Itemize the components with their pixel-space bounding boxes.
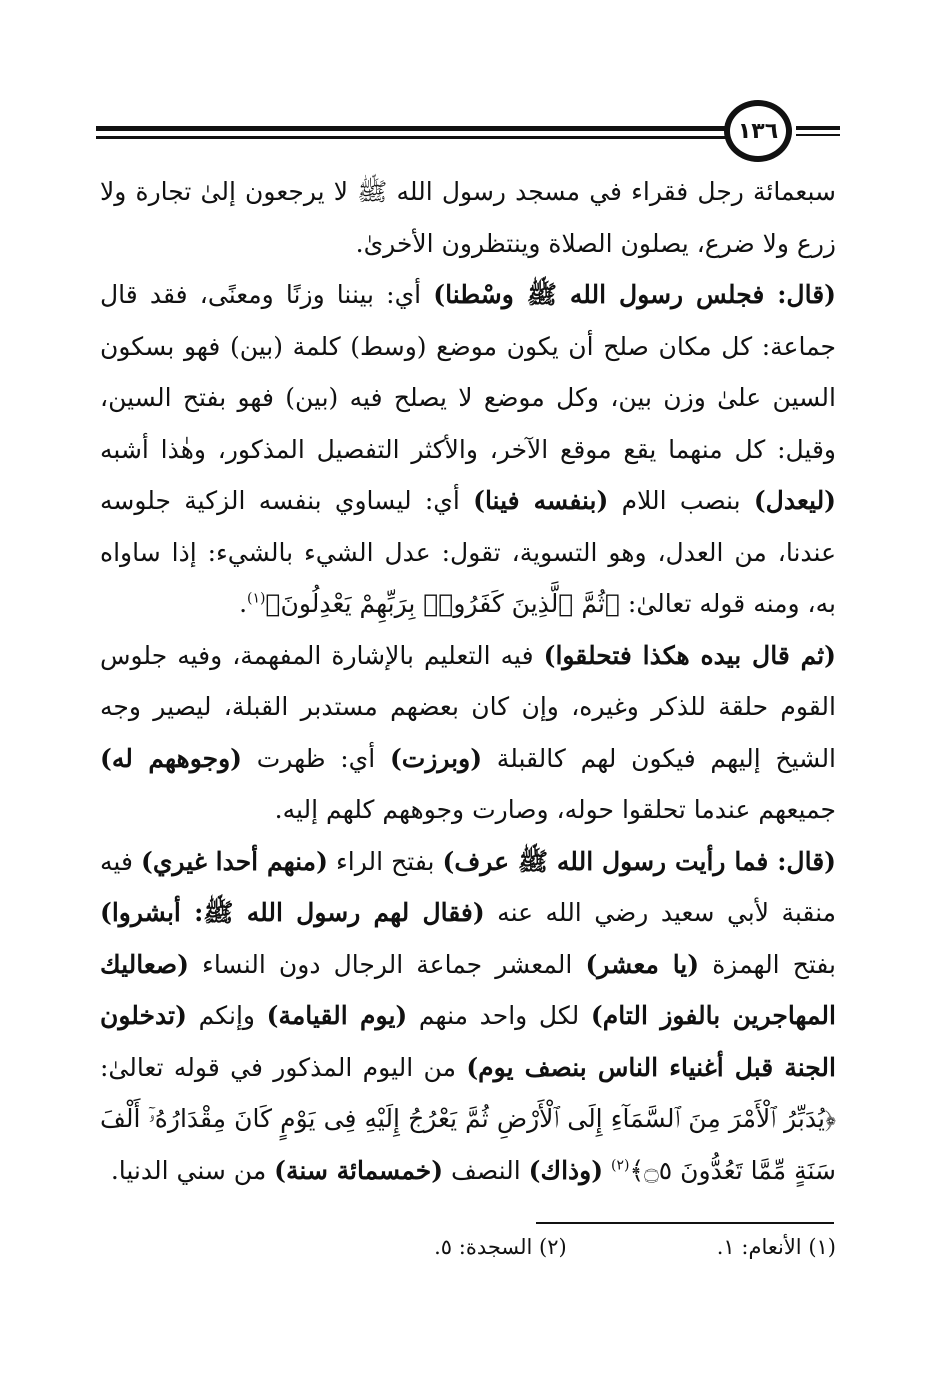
page-number-badge (724, 100, 792, 162)
hadith-quote: (صعاليك المهاجرين بالفوز التام) (100, 949, 836, 1030)
commentary-text: فيه التعليم بالإشارة المفهمة، وفيه جلوس القوم حلقة للذكر وغيره، وإن كان بعضهم مستدبر القبلة، ليصير وجه الشيخ إليهم فيكون لهم كالقبلة (100, 640, 837, 773)
main-text (100, 166, 836, 1196)
hadith-quote: (قال: فجلس رسول الله ﷺ وسْطنا) (433, 280, 836, 309)
paragraph (100, 269, 836, 630)
commentary-text: من سني الدنيا. (110, 1155, 275, 1185)
footnote-1: (١) الأنعام: ١. (716, 1235, 836, 1259)
hadith-quote: (منهم أحدا غيري) (141, 846, 328, 876)
paragraph (100, 836, 836, 1197)
hadith-quote: (قال: فما رأيت رسول الله ﷺ عرف) (442, 846, 836, 876)
hadith-quote: (خمسمائة سنة) (274, 1155, 444, 1185)
page-header (96, 96, 840, 176)
footnotes (300, 1235, 836, 1259)
hadith-quote: (وجوههم له) (100, 743, 242, 773)
hadith-quote: (بنفسه فينا) (473, 486, 609, 515)
hadith-quote: (فقال لهم رسول الله ﷺ: أبشروا) (100, 898, 485, 927)
header-rule-thin (96, 136, 726, 139)
commentary-text: أي: ظهرت (241, 743, 390, 773)
commentary-text: المعشر جماعة الرجال دون النساء (188, 949, 586, 979)
footnote-separator (536, 1222, 834, 1224)
paragraph (100, 630, 836, 836)
commentary-text: لكل واحد منهم (407, 1001, 591, 1030)
commentary-text: بفتح الراء (327, 846, 443, 876)
commentary-text: سبعمائة رجل فقراء في مسجد رسول الله ﷺ لا يرجعون إلىٰ تجارة ولا زرع ولا ضرع، يصلون الصلاة وينتظرون الأخرىٰ. (100, 177, 836, 258)
commentary-text: أي: بيننا وزنًا ومعنًى، فقد قال جماعة: كل مكان صلح أن يكون موضع (وسط) كلمة (بين) فهو بسكون السين علىٰ وزن بين، وكل موضع لا يصلح فيه (بين) فهو بفتح السين، وقيل: كل منهما يقع موقع الآخر، والأكثر التفصيل المذكور، وهٰذا أشبه (100, 280, 836, 464)
footnote-ref: (٢) (611, 1157, 630, 1174)
hadith-quote: (وذاك) (528, 1155, 604, 1185)
footnote-ref: (١) (247, 590, 266, 607)
commentary-text: وإنكم (186, 1001, 267, 1030)
commentary-text: أي: ليساوي بنفسه الزكية جلوسه عندنا، من العدل، وهو التسوية، تقول: عدل الشيء بالشيء: إذا ساواه به، ومنه قوله تعالىٰ: ﴿ثُمَّ ٱلَّذِينَ كَفَرُوا۟ بِرَبِّهِمْ يَعْدِلُونَ﴾ (100, 486, 836, 618)
paragraph (100, 166, 836, 269)
page-number: ١٣٦ (737, 118, 779, 144)
commentary-text: من اليوم المذكور في قوله تعالىٰ: ﴿يُدَبِّرُ ٱلْأَمْرَ مِنَ ٱلسَّمَآءِ إِلَى ٱلْأَرْضِ ثُمَّ يَعْرُجُ إِلَيْهِ فِى يَوْمٍ كَانَ مِقْدَارُهُۥٓ أَلْفَ سَنَةٍ مِّمَّا تَعُدُّونَ ۝٥﴾ (100, 1052, 836, 1185)
hadith-quote: (ثم قال بيده هكذا فتحلقوا) (543, 640, 836, 670)
commentary-text: بفتح الهمزة (699, 949, 837, 979)
commentary-text: بنصب اللام (608, 486, 754, 515)
hadith-quote: (يا معشر) (585, 949, 700, 979)
hadith-quote: (يوم القيامة) (266, 1001, 408, 1030)
footnote-2: (٢) السجدة: ٥. (434, 1235, 567, 1259)
commentary-text (603, 1156, 611, 1185)
header-rule-right (796, 126, 840, 130)
hadith-quote: (وبرزت) (389, 743, 483, 773)
commentary-text: جميعهم عندما تحلقوا حوله، وصارت وجوههم كلهم إليه. (274, 795, 836, 824)
hadith-quote: (ليعدل) (753, 486, 837, 515)
commentary-text: النصف (443, 1155, 529, 1185)
commentary-text: . (239, 589, 248, 618)
hadith-quote: (تدخلون الجنة قبل أغنياء الناس بنصف يوم) (100, 1001, 836, 1082)
header-rule-right-thin (796, 134, 840, 136)
commentary-text: فيه منقبة لأبي سعيد رضي الله عنه (100, 846, 837, 927)
header-rule-thick (96, 126, 726, 131)
